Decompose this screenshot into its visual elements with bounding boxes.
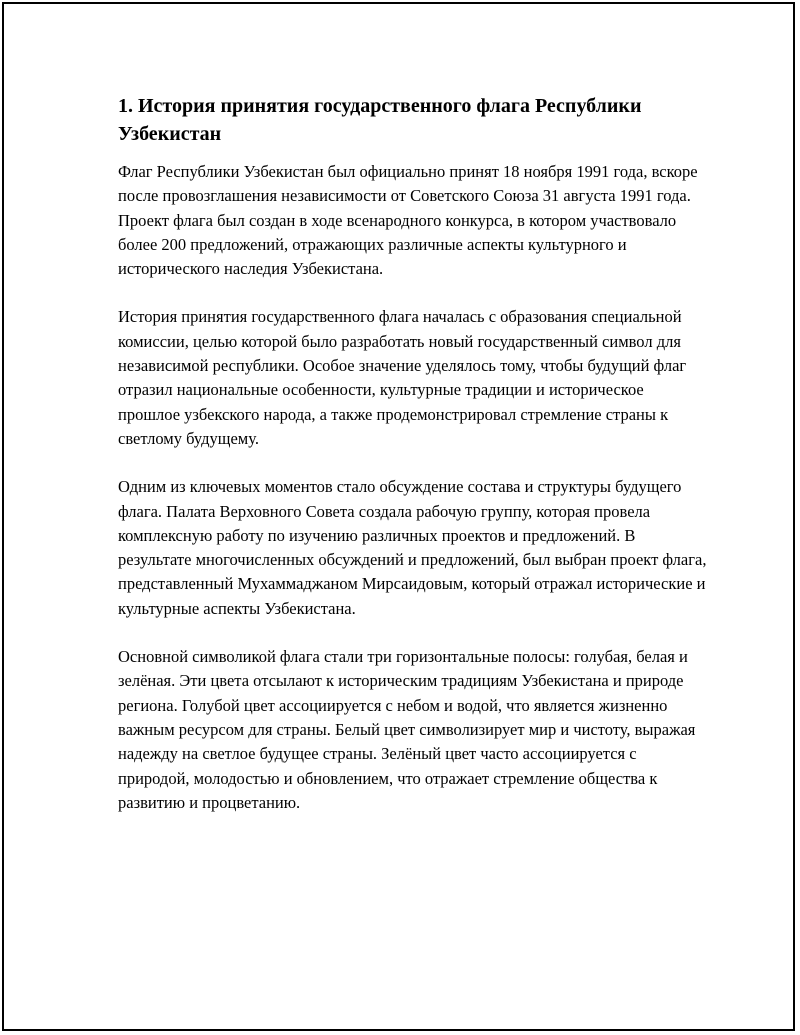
paragraph-selection: Одним из ключевых моментов стало обсуждение состава и структуры будущего флага. Палата Верховного Совета создала рабочую группу, которая провела комплексную работу по изучению различных проектов и предложений. В результате многочисленных обсуждений и предложений, был выбран проект флага, представленный Мухаммаджаном Мирсаидовым, который отражал исторические и культурные аспекты Узбекистана. bbox=[118, 477, 707, 618]
paragraph-commission: История принятия государственного флага началась с образования специальной комиссии, целью которой было разработать новый государственный символ для независимой республики. Особое значение уделялось тому, чтобы будущий флаг отразил национальные особенности, культурные традиции и историческое прошлое узбекского народа, а также продемонстрировал стремление страны к светлому будущему. bbox=[118, 307, 687, 448]
section-heading: 1. История принятия государственного флага Республики Узбекистан bbox=[118, 95, 642, 145]
document-body bbox=[118, 92, 708, 839]
paragraph-adoption-date: Флаг Республики Узбекистан был официально принят 18 ноября 1991 года, вскоре после провозглашения независимости от Советского Союза 31 августа 1991 года. Проект флага был создан в ходе всенародного конкурса, в котором участвовало более 200 предложений, отражающих различные аспекты культурного и исторического наследия Узбекистана. bbox=[118, 162, 698, 279]
paragraph-symbolism: Основной символикой флага стали три горизонтальные полосы: голубая, белая и зелёная. Эти цвета отсылают к историческим традициям Узбекистана и природе региона. Голубой цвет ассоциируется с небом и водой, что является жизненно важным ресурсом для страны. Белый цвет символизирует мир и чистоту, выражая надежду на светлое будущее страны. Зелёный цвет часто ассоциируется с природой, молодостью и обновлением, что отражает стремление общества к развитию и процветанию. bbox=[118, 647, 696, 812]
